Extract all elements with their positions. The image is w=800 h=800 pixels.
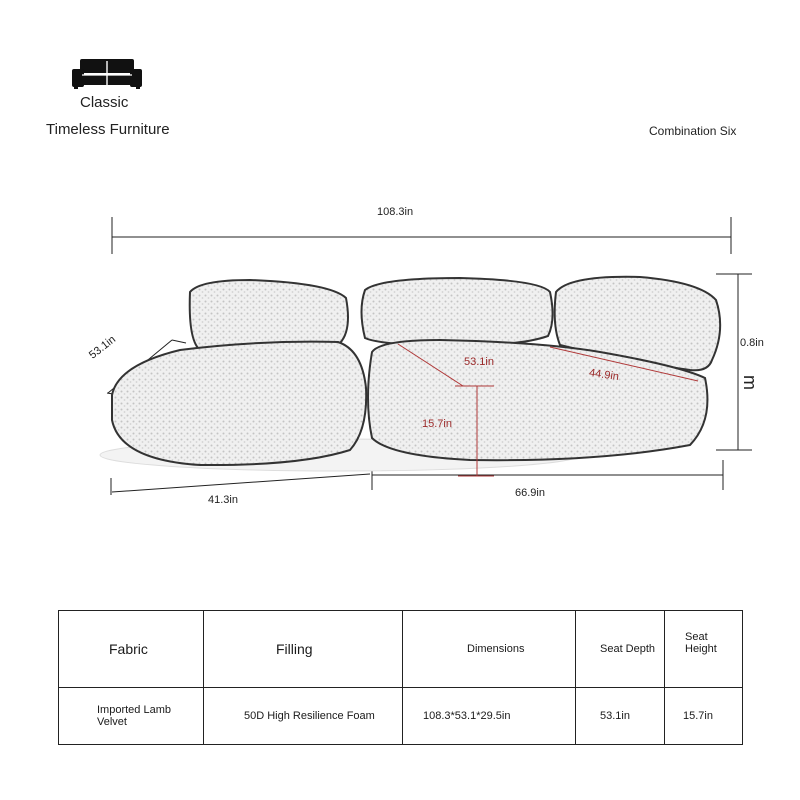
table-header-row — [59, 611, 743, 688]
cell-dimensions: 108.3*53.1*29.5in — [403, 688, 576, 745]
right-width-label: 66.9in — [515, 487, 545, 499]
header-seat-depth: Seat Depth — [576, 611, 665, 688]
brand-name: Classic — [80, 94, 129, 111]
spec-table — [58, 610, 743, 745]
side-mark-label: m — [740, 375, 760, 390]
cell-fabric: Imported Lamb Velvet — [59, 688, 204, 745]
cell-seat-height: 15.7in — [665, 688, 743, 745]
brand-tagline: Timeless Furniture — [46, 121, 170, 138]
overall-width-label: 108.3in — [377, 206, 414, 218]
left-depth-label: 53.1in — [87, 333, 119, 362]
header-fabric: Fabric — [59, 611, 204, 688]
seat-depth-label: 53.1in — [464, 356, 494, 368]
header-seat-height: Seat Height — [665, 611, 743, 688]
left-width-label: 41.3in — [208, 494, 238, 506]
seat-height-label: 15.7in — [422, 418, 452, 430]
right-sofa-module — [362, 277, 721, 460]
left-sofa-module — [112, 280, 366, 465]
height-line — [716, 274, 752, 450]
header-filling: Filling — [204, 611, 403, 688]
cell-seat-depth: 53.1in — [576, 688, 665, 745]
back-height-label: 0.8in — [740, 337, 764, 349]
table-row — [59, 688, 743, 745]
overall-width-line — [112, 217, 731, 254]
header-dimensions: Dimensions — [403, 611, 576, 688]
back-width-label: 44.9in — [588, 367, 620, 384]
cell-filling: 50D High Resilience Foam — [204, 688, 403, 745]
combination-label: Combination Six — [649, 124, 737, 138]
